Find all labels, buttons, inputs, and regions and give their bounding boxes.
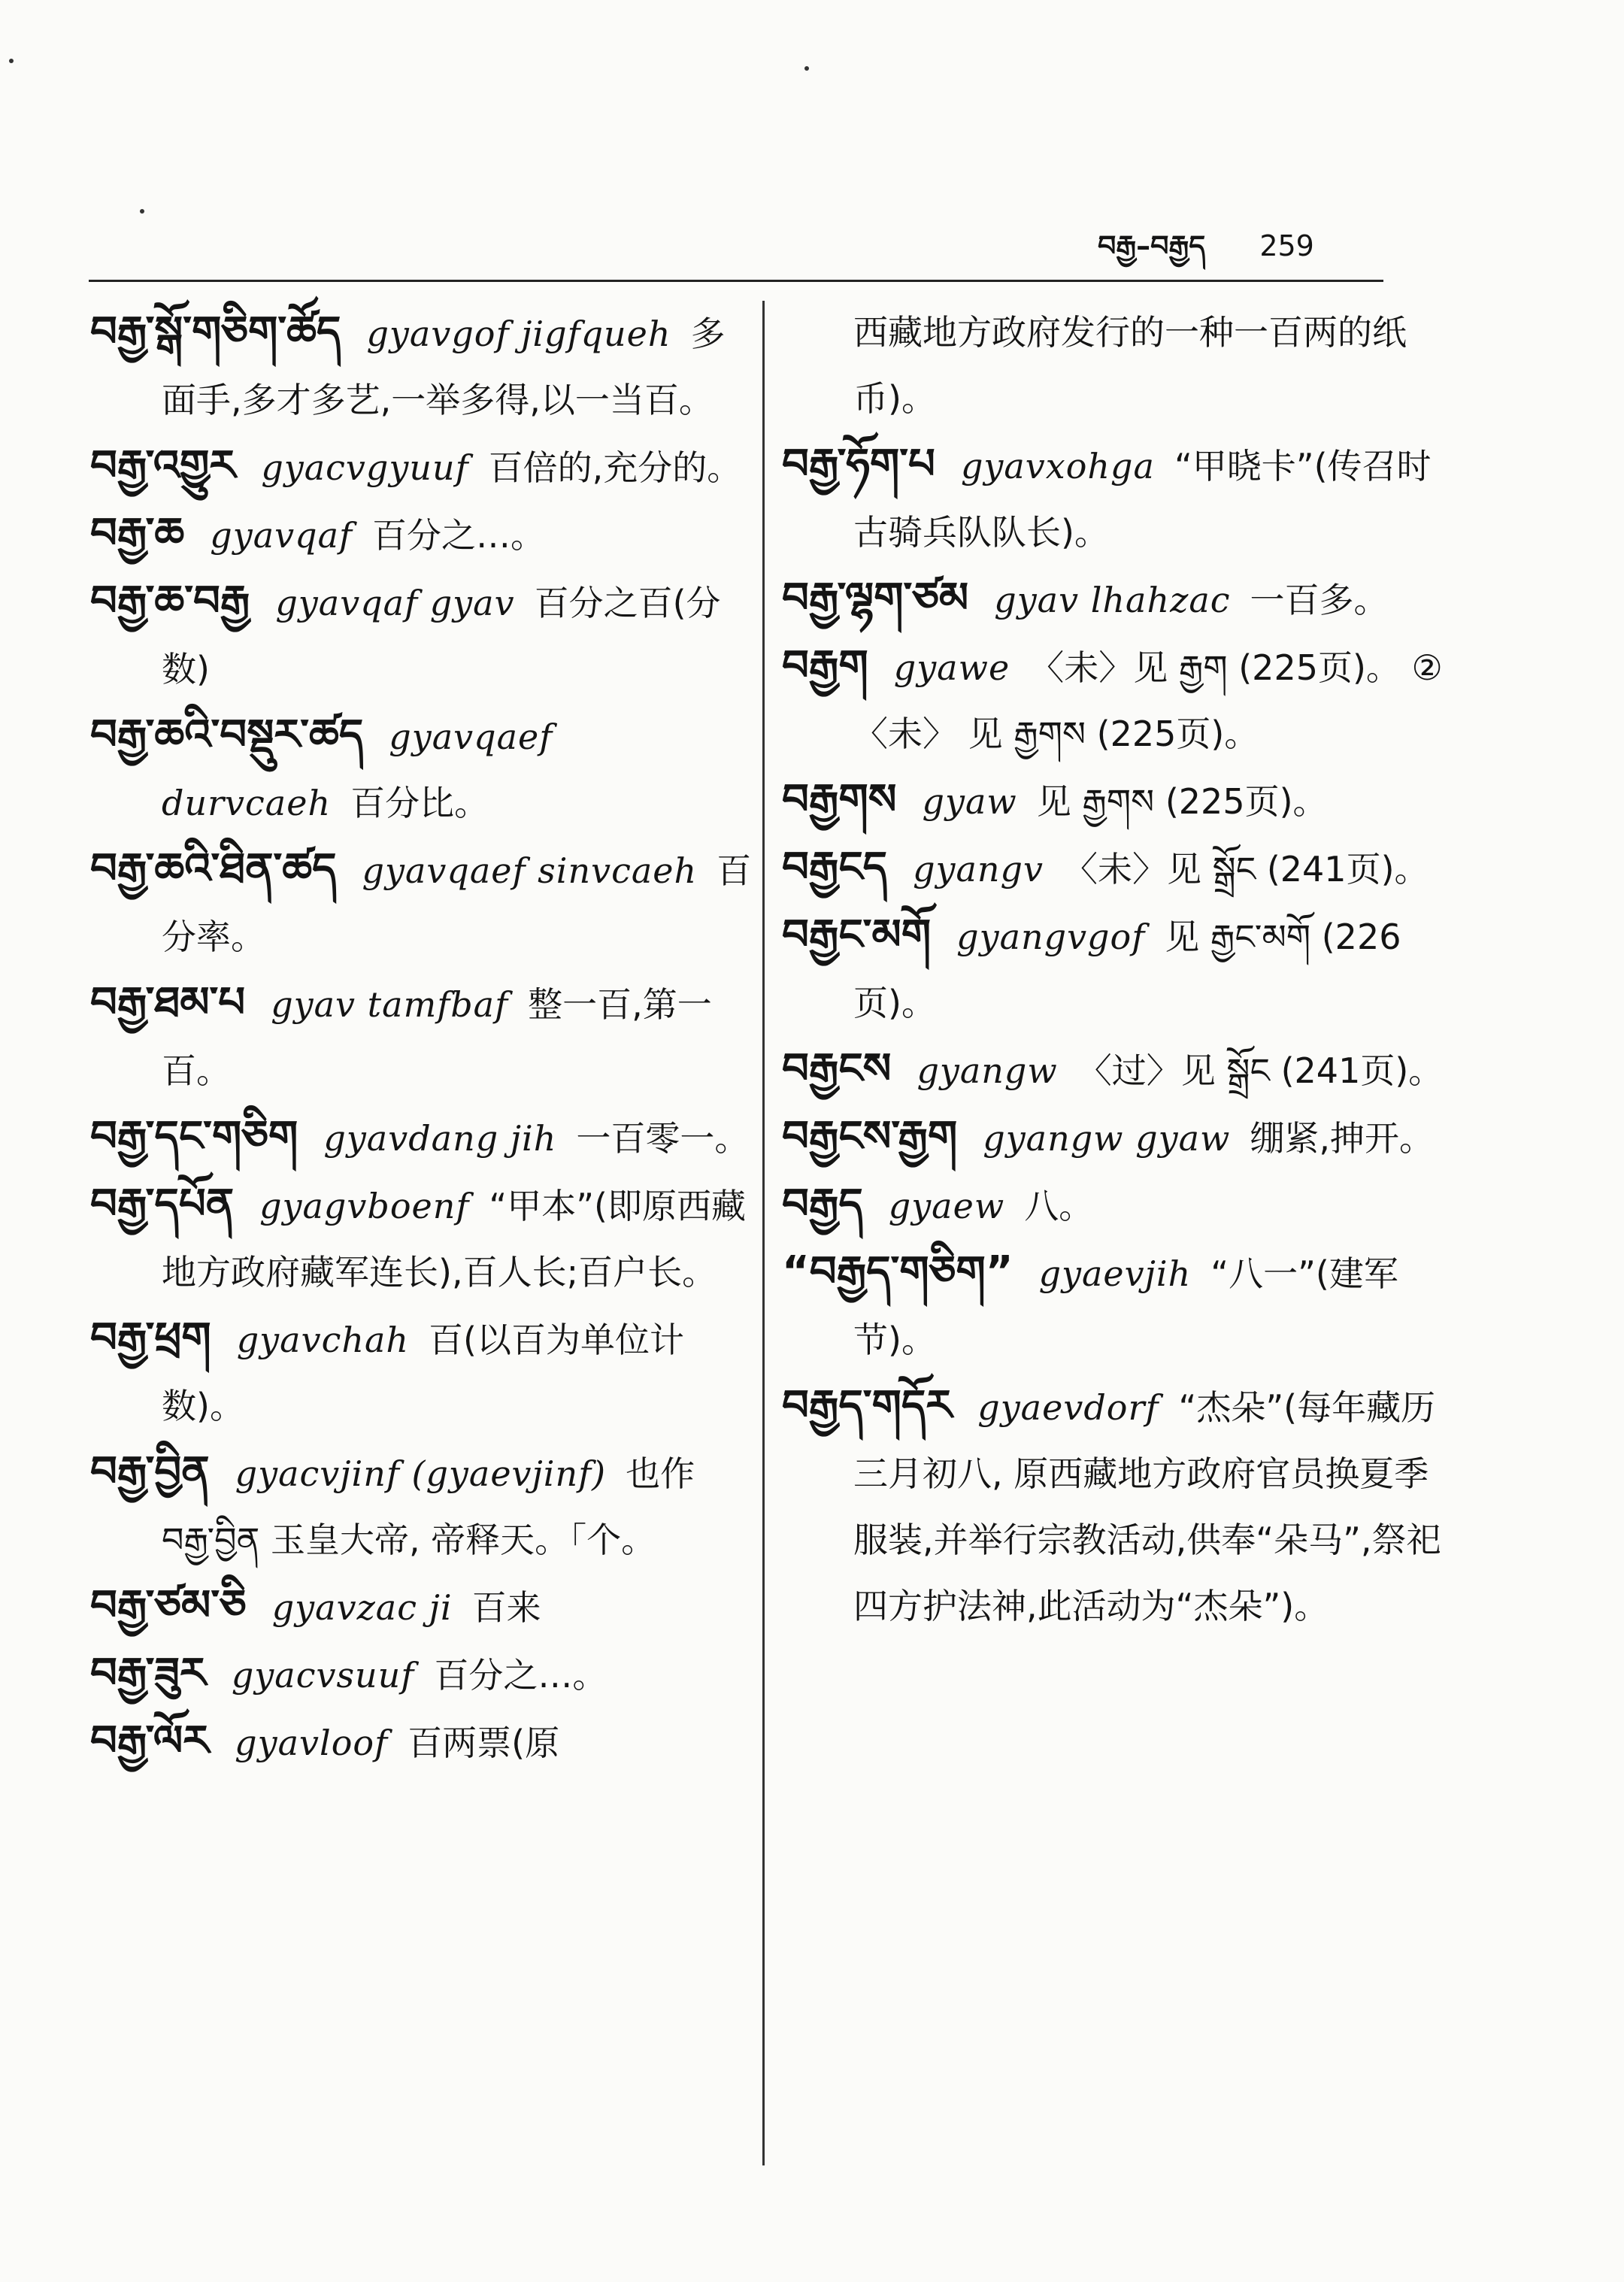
entry-romanization: gyavchah <box>236 1320 410 1360</box>
entry-romanization: gyavqaf gyav <box>275 583 515 623</box>
right-column <box>782 299 1444 1639</box>
entry-headword: བརྒྱ་ཧོག་པ <box>782 440 935 489</box>
entry-headword: “བརྒྱད་གཅིག” <box>782 1247 1013 1296</box>
entry-romanization: gyacvsuuf <box>231 1655 415 1696</box>
entry-romanization: gyaevdorf <box>977 1387 1159 1428</box>
entry-definition: 百(以百为单位计数)。 <box>162 1320 684 1426</box>
entry-romanization: gyavdang jih <box>323 1118 557 1159</box>
entry-definition: 百来 <box>471 1587 541 1628</box>
entry-headword: བརྒྱ་ཐམ་པ <box>90 978 246 1027</box>
entry-romanization: gyangw <box>917 1050 1058 1091</box>
entry-headword: བརྒྱང་མགོ <box>782 911 932 959</box>
entry-romanization: gyavloof <box>235 1723 389 1763</box>
entry-headword: བརྒྱད་གདོར <box>782 1381 953 1430</box>
entry-definition: 百倍的,充分的。 <box>488 447 742 488</box>
entry-romanization: gyaew <box>888 1186 1005 1226</box>
column-divider <box>762 301 765 2165</box>
entry-romanization: gyangv <box>913 849 1044 889</box>
entry-romanization: gyav tamfbaf <box>271 984 509 1025</box>
page-number: 259 <box>1259 229 1314 262</box>
dictionary-entry <box>782 1036 1444 1104</box>
entry-definition: 百分之百(分数) <box>162 583 721 689</box>
dictionary-entry <box>90 433 752 501</box>
entry-romanization: gyavqaef sinvcaeh <box>362 850 698 891</box>
dictionary-entry <box>90 1305 752 1439</box>
dictionary-entry <box>90 1573 752 1641</box>
entry-definition: 绷紧,抻开。 <box>1250 1118 1435 1159</box>
entry-romanization: gyangvgof <box>956 917 1146 957</box>
entry-definition: 多面手,多才多艺,一举多得,以一当百。 <box>162 314 726 420</box>
entry-definition: “甲本”(即原西藏地方政府藏军连长),百人长;百户长。 <box>162 1186 746 1293</box>
dictionary-entry <box>782 902 1444 1036</box>
scan-speck <box>804 66 809 71</box>
entry-headword: བརྒྱ་ཙམ་ཅི <box>90 1581 247 1630</box>
dictionary-entry <box>782 299 1444 432</box>
entry-romanization: gyagvboenf <box>259 1186 470 1226</box>
dictionary-entry <box>782 432 1444 565</box>
entry-definition: “杰朵”(每年藏历三月初八, 原西藏地方政府官员换夏季服装,并举行宗教活动,供奉“朵马”,祭祀四方护法神,此活动为“杰朵”)。 <box>853 1387 1441 1626</box>
entry-headword: བརྒྱ་ལོར <box>90 1717 210 1765</box>
entry-romanization: gyavgof jigfqueh <box>366 314 671 354</box>
entry-romanization: gyav lhahzac <box>994 580 1231 620</box>
dictionary-entry <box>782 633 1444 767</box>
entry-definition: 〈过〉见 སྒྲོང (241页)。 <box>1077 1050 1444 1091</box>
entry-definition: “八一”(建军节)。 <box>853 1253 1398 1360</box>
running-head-tibetan: བརྒྱ–བརྒྱད <box>1098 229 1206 262</box>
dictionary-entry <box>90 568 752 702</box>
entry-headword: བརྒྱག <box>782 641 868 690</box>
dictionary-entry <box>782 1171 1444 1239</box>
entry-definition: 百两票(原 <box>408 1723 560 1763</box>
entry-headword: བརྒྱ་ཆ་བརྒྱ <box>90 577 250 626</box>
entry-definition: “甲晓卡”(传召时古骑兵队队长)。 <box>853 446 1432 553</box>
entry-headword: བརྒྱ་ཕྲག <box>90 1314 211 1362</box>
entry-definition: 一百多。 <box>1250 580 1389 620</box>
entry-headword: བརྒྱངད <box>782 843 888 892</box>
dictionary-entry <box>782 1373 1444 1639</box>
dictionary-entry <box>90 836 752 970</box>
entry-definition: 见 རྒྱགས (225页)。 <box>1036 781 1328 822</box>
entry-headword: བརྒྱ་ལྷག་ཙམ <box>782 574 969 623</box>
entry-headword: བརྒྱ་ཟུར <box>90 1649 206 1698</box>
dictionary-entry <box>90 702 752 836</box>
entry-romanization: gyacvgyuuf <box>261 447 469 488</box>
dictionary-entry <box>782 1239 1444 1373</box>
header-rule <box>89 280 1383 282</box>
dictionary-entry <box>782 565 1444 633</box>
entry-headword: བརྒྱ་ཆའི་བསྡུར་ཚད <box>90 711 364 759</box>
entry-headword: བརྒྱ་ཆའི་ཐིན་ཚད <box>90 844 337 893</box>
entry-romanization: gyavqaef durvcaeh <box>162 717 553 823</box>
entry-romanization: gyacvjinf (gyaevjinf) <box>235 1453 607 1494</box>
entry-romanization: gyavqaf <box>210 515 353 556</box>
entry-headword: བརྒྱ་བྱིན <box>90 1447 210 1496</box>
entry-romanization: gyangw gyaw <box>983 1118 1231 1159</box>
dictionary-entry <box>90 501 752 568</box>
entry-definition: 百分之…。 <box>372 515 546 556</box>
entry-romanization: gyaevjih <box>1038 1253 1192 1294</box>
entry-romanization: gyavxohga <box>960 446 1155 486</box>
entry-headword: བརྒྱ་དང་གཅིག <box>90 1112 298 1161</box>
dictionary-entry <box>90 1439 752 1573</box>
entry-headword: བརྒྱངས <box>782 1044 892 1093</box>
entry-headword: བརྒྱ་དཔོན <box>90 1180 235 1229</box>
dictionary-entry <box>90 1171 752 1305</box>
entry-definition: 也作 བརྒྱ་བྱིན 玉皇大帝, 帝释天。「个。 <box>162 1453 695 1560</box>
scan-speck <box>140 209 144 214</box>
entry-headword: བརྒྱ་སྒོ་གཅིག་ཚོད <box>90 308 341 356</box>
entry-definition: 整一百,第一百。 <box>162 984 712 1091</box>
running-head <box>1098 214 1314 295</box>
dictionary-entry <box>782 1104 1444 1171</box>
entry-definition: 百分比。 <box>350 783 489 823</box>
dictionary-entry <box>90 970 752 1104</box>
entry-headword: བརྒྱངས་རྒྱག <box>782 1112 958 1161</box>
entry-definition: 〈未〉见 སྒྲོང (241页)。 <box>1062 849 1429 889</box>
entry-definition: 〈未〉见 རྒྱག (225页)。 ②〈未〉 见 རྒྱགས (225页)。 <box>853 647 1443 754</box>
entry-headword: བརྒྱ་ཆ <box>90 509 185 558</box>
entry-definition: 一百零一。 <box>576 1118 750 1159</box>
dictionary-entry <box>90 1641 752 1708</box>
entry-definition: 八。 <box>1024 1186 1094 1226</box>
entry-romanization: gyaw <box>922 781 1017 822</box>
dictionary-entry <box>782 835 1444 902</box>
entry-romanization: gyawe <box>893 647 1010 688</box>
dictionary-entry <box>90 1708 752 1776</box>
entry-headword: བརྒྱགས <box>782 775 897 824</box>
dictionary-entry <box>782 767 1444 835</box>
entry-definition: 西藏地方政府发行的一种一百两的纸币)。 <box>853 312 1407 419</box>
scan-speck <box>9 59 14 63</box>
entry-definition: 见 རྒྱང་མགོ (226页)。 <box>853 917 1401 1023</box>
entry-romanization: gyavzac ji <box>271 1587 453 1628</box>
entry-definition: 百分之…。 <box>434 1655 607 1696</box>
entry-definition: 百分率。 <box>162 850 752 957</box>
dictionary-entry <box>90 299 752 433</box>
left-column <box>90 299 752 1776</box>
entry-headword: བརྒྱད <box>782 1180 863 1229</box>
entry-headword: བརྒྱ་འགྱུར <box>90 441 236 490</box>
dictionary-entry <box>90 1104 752 1171</box>
